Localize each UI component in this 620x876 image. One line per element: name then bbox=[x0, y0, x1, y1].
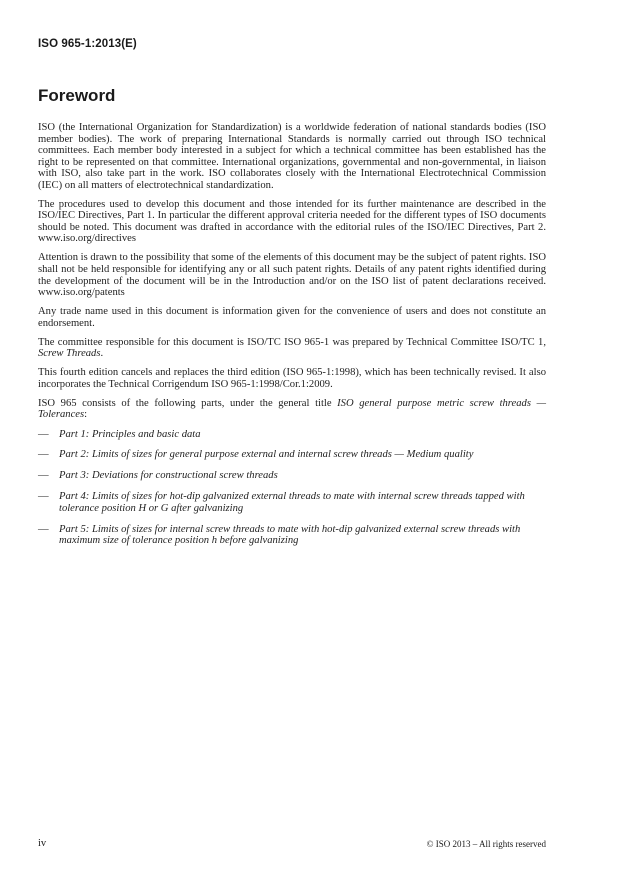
list-item bbox=[38, 429, 546, 441]
parts-intro-end: : bbox=[84, 409, 88, 421]
part-title: Part 1: Principles and basic data bbox=[59, 428, 201, 440]
list-item bbox=[38, 470, 546, 482]
foreword-body bbox=[38, 122, 546, 556]
committee-end: . bbox=[100, 348, 104, 360]
list-dash: — bbox=[38, 523, 49, 535]
part-title: Part 4: Limits of sizes for hot-dip galvanized external threads to mate with internal screw threads tapped with tolerance position H or G after galvanizing bbox=[59, 491, 525, 514]
paragraph-trade-name: Any trade name used in this document is information given for the convenience of users and does not constitute an endorsement. bbox=[38, 306, 546, 329]
paragraph-directives: The procedures used to develop this document and those intended for its further maintenance are described in the ISO/IEC Directives, Part 1. In particular the different approval criteria needed for the different types of ISO documents should be noted. This document was drafted in accordance with the editorial rules of the ISO/IEC Directives, Part 2. www.iso.org/directives bbox=[38, 198, 546, 245]
list-item bbox=[38, 449, 546, 461]
list-item bbox=[38, 524, 546, 547]
paragraph-parts-intro bbox=[38, 398, 546, 421]
copyright-notice: © ISO 2013 – All rights reserved bbox=[426, 839, 546, 849]
list-dash: — bbox=[38, 428, 49, 440]
page-number: iv bbox=[38, 838, 47, 849]
general-title: ISO general purpose metric screw threads — Tolerances bbox=[38, 397, 546, 421]
paragraph-patent-rights: Attention is drawn to the possibility that some of the elements of this document may be the subject of patent rights. ISO shall not be held responsible for identifying any or all such patent rights. Details of any patent rights identified during the development of the document will be in the Introduction and/or on the ISO list of patent declarations received. www.iso.org/patents bbox=[38, 252, 546, 299]
parts-intro-text: ISO 965 consists of the following parts, under the general title bbox=[38, 397, 338, 409]
section-heading-foreword: Foreword bbox=[38, 86, 116, 105]
paragraph-committee bbox=[38, 337, 546, 360]
committee-text: The committee responsible for this document is ISO/TC ISO 965-1 was prepared by Technical Committee ISO/TC 1, bbox=[38, 336, 546, 348]
committee-name: Screw Threads bbox=[38, 348, 101, 360]
part-title: Part 2: Limits of sizes for general purpose external and internal screw threads — Medium quality bbox=[59, 449, 474, 461]
part-title: Part 3: Deviations for constructional screw threads bbox=[59, 470, 278, 482]
paragraph-iso-federation: ISO (the International Organization for Standardization) is a worldwide federation of national standards bodies (ISO member bodies). The work of preparing International Standards is normally carried out through ISO technical committees. Each member body interested in a subject for which a technical committee has been established has the right to be represented on that committee. International organizations, governmental and non-governmental, in liaison with ISO, also take part in the work. ISO collaborates closely with the International Electrotechnical Commission (IEC) on all matters of electrotechnical standardization. bbox=[38, 122, 546, 191]
list-dash: — bbox=[38, 449, 49, 461]
parts-list bbox=[38, 429, 546, 547]
paragraph-edition: This fourth edition cancels and replaces the third edition (ISO 965-1:1998), which has been technically revised. It also incorporates the Technical Corrigendum ISO 965-1:1998/Cor.1:2009. bbox=[38, 367, 546, 390]
list-dash: — bbox=[38, 470, 49, 482]
list-item bbox=[38, 491, 546, 514]
document-identifier: ISO 965-1:2013(E) bbox=[38, 38, 137, 50]
list-dash: — bbox=[38, 491, 49, 503]
part-title: Part 5: Limits of sizes for internal screw threads to mate with hot-dip galvanized external screw threads with maximum size of tolerance position h before galvanizing bbox=[59, 523, 521, 547]
